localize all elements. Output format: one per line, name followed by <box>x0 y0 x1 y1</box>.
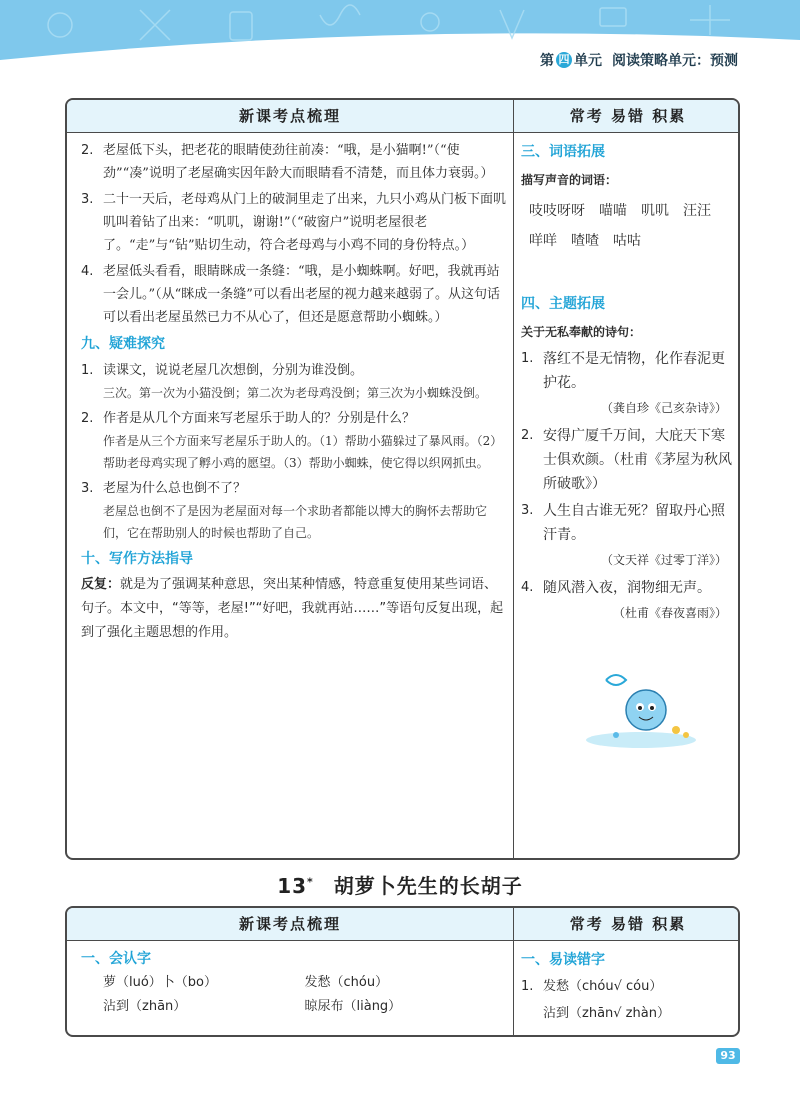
box1-header-right: 常考 易错 积累 <box>513 100 740 133</box>
lesson-number: 13 <box>277 874 308 898</box>
char-row <box>81 995 506 1019</box>
char-item: 晾尿布（liàng） <box>304 999 402 1014</box>
error-number <box>521 1002 543 1026</box>
unit-number-badge: 四 <box>556 52 572 68</box>
section-heading-1-right: 一、易读错字 <box>521 952 605 968</box>
box2-header-right: 常考 易错 积累 <box>513 908 740 941</box>
poem-number: 2. <box>521 428 534 443</box>
review-box-2 <box>65 906 740 1037</box>
question-text: 老屋为什么总也倒不了？ <box>103 481 247 496</box>
top-banner <box>0 0 800 86</box>
poem-source: （杜甫《春夜喜雨》） <box>612 606 727 620</box>
mascot-illustration <box>576 665 706 750</box>
poem-item <box>521 576 735 600</box>
word-item: 喵喵 <box>599 203 627 219</box>
answer-text: 老屋总也倒不了是因为老屋面对每一个求助者都能以博大的胸怀去帮助它们，它在帮助别人的时候也帮助了自己。 <box>103 504 488 540</box>
question-item <box>81 477 506 500</box>
box2-header-left: 新课考点梳理 <box>67 908 513 941</box>
method-text: 就是为了强调某种意思，突出某种情感，特意重复使用某些词语、句子。本文中，“等等，老屋!”“好吧，我就再站……”等语句反复出现，起到了强化主题思想的作用。 <box>81 577 504 640</box>
question-item <box>81 359 506 382</box>
poem-item <box>521 424 735 496</box>
word-item: 吱吱呀呀 <box>529 203 585 219</box>
item-text: 二十一天后，老母鸡从门上的破洞里走了出来，九只小鸡从门板下面叽叽叫着钻了出来：“叽叽，谢谢!”（“破窗户”说明老屋很老了。“走”与“钻”贴切生动，符合老母鸡与小鸡不同的身份特点。） <box>103 192 507 253</box>
item-number: 2. <box>81 143 94 158</box>
lesson-star: * <box>307 875 314 889</box>
char-item: 发愁（chóu） <box>304 975 389 990</box>
char-row <box>81 971 506 995</box>
sound-words-subtitle: 描写声音的词语： <box>521 173 618 187</box>
error-number: 1. <box>521 979 534 994</box>
error-item <box>521 975 735 999</box>
list-item <box>81 260 506 329</box>
question-item <box>81 407 506 430</box>
poem-item <box>521 499 735 547</box>
box1-right-column <box>521 136 735 626</box>
box1-left-column <box>81 136 506 645</box>
answer-text: 作者是从三个方面来写老屋乐于助人的。（1）帮助小猫躲过了暴风雨。（2）帮助老母鸡实现了孵小鸡的愿望。（3）帮助小蜘蛛，使它得以织网抓虫。 <box>103 434 503 470</box>
word-item: 咕咕 <box>613 233 641 249</box>
item-text: 老屋低头看看，眼睛眯成一条缝：“哦，是小蜘蛛啊。好吧，我就再站一会儿。”（从“眯成一条缝”可以看出老屋的视力越来越弱了。从这句话可以看出老屋虽然已力不从心了，但还是愿意帮助小蜘蛛。） <box>103 264 500 325</box>
poem-item <box>521 347 735 395</box>
word-item: 叽叽 <box>641 203 669 219</box>
column-divider <box>513 908 514 1035</box>
section-heading-9: 九、疑难探究 <box>81 336 165 352</box>
writing-method <box>81 573 506 645</box>
method-label: 反复： <box>81 577 121 592</box>
poem-number: 1. <box>521 351 534 366</box>
question-number: 1. <box>81 363 94 378</box>
question-number: 2. <box>81 411 94 426</box>
lesson-title <box>0 870 800 899</box>
poem-line: 落红不是无情物，化作春泥更护花。 <box>543 351 725 391</box>
box1-header-left: 新课考点梳理 <box>67 100 513 133</box>
poem-line: 安得广厦千万间，大庇天下寒士俱欢颜。（杜甫《茅屋为秋风所破歌》） <box>543 428 732 492</box>
box2-right-column <box>521 944 735 1026</box>
item-text: 老屋低下头，把老花的眼睛使劲往前凑：“哦，是小猫啊!”（“使劲”“凑”说明了老屋确实因年龄大而眼睛看不清楚，而且体力衰弱。） <box>103 143 494 181</box>
page-number: 93 <box>716 1048 740 1064</box>
item-number: 3. <box>81 192 94 207</box>
column-divider <box>513 100 514 858</box>
unit-label <box>540 50 738 70</box>
unit-prefix: 第 <box>540 53 554 69</box>
word-item: 咩咩 <box>529 233 557 249</box>
section-heading-3: 三、词语拓展 <box>521 144 605 160</box>
word-item: 喳喳 <box>571 233 599 249</box>
char-item: 沾到（zhān） <box>103 999 187 1014</box>
poem-number: 3. <box>521 503 534 518</box>
lesson-title-text: 胡萝卜先生的长胡子 <box>333 874 523 898</box>
error-text: 发愁（chóu√ cóu） <box>543 979 663 994</box>
poem-source: （文天祥《过零丁洋》） <box>600 553 727 567</box>
question-text: 读课文，说说老屋几次想倒，分别为谁没倒。 <box>103 363 364 378</box>
error-text: 沾到（zhān√ zhàn） <box>543 1006 670 1021</box>
list-item <box>81 139 506 185</box>
section-heading-4: 四、主题拓展 <box>521 296 605 312</box>
banner-decoration <box>0 0 800 86</box>
unit-suffix: 单元 <box>574 53 602 69</box>
poem-line: 随风潜入夜，润物细无声。 <box>543 580 711 596</box>
answer-text: 三次。第一次为小猫没倒；第二次为老母鸡没倒；第三次为小蜘蛛没倒。 <box>103 386 488 400</box>
sound-words <box>521 196 735 256</box>
section-heading-10: 十、写作方法指导 <box>81 551 193 567</box>
question-text: 作者是从几个方面来写老屋乐于助人的？分别是什么？ <box>103 411 416 426</box>
poem-subtitle: 关于无私奉献的诗句： <box>521 325 642 339</box>
section-heading-1-left: 一、会认字 <box>81 951 151 967</box>
error-item <box>521 1002 735 1026</box>
poem-line: 人生自古谁无死？留取丹心照汗青。 <box>543 503 725 543</box>
unit-title: 阅读策略单元：预测 <box>612 53 738 69</box>
char-item: 萝（luó）卜（bo） <box>103 975 218 990</box>
question-number: 3. <box>81 481 94 496</box>
poem-number: 4. <box>521 580 534 595</box>
list-item <box>81 188 506 257</box>
poem-source: （龚自珍《己亥杂诗》） <box>600 401 727 415</box>
word-item: 汪汪 <box>683 203 711 219</box>
item-number: 4. <box>81 264 94 279</box>
box2-left-column <box>81 944 506 1019</box>
